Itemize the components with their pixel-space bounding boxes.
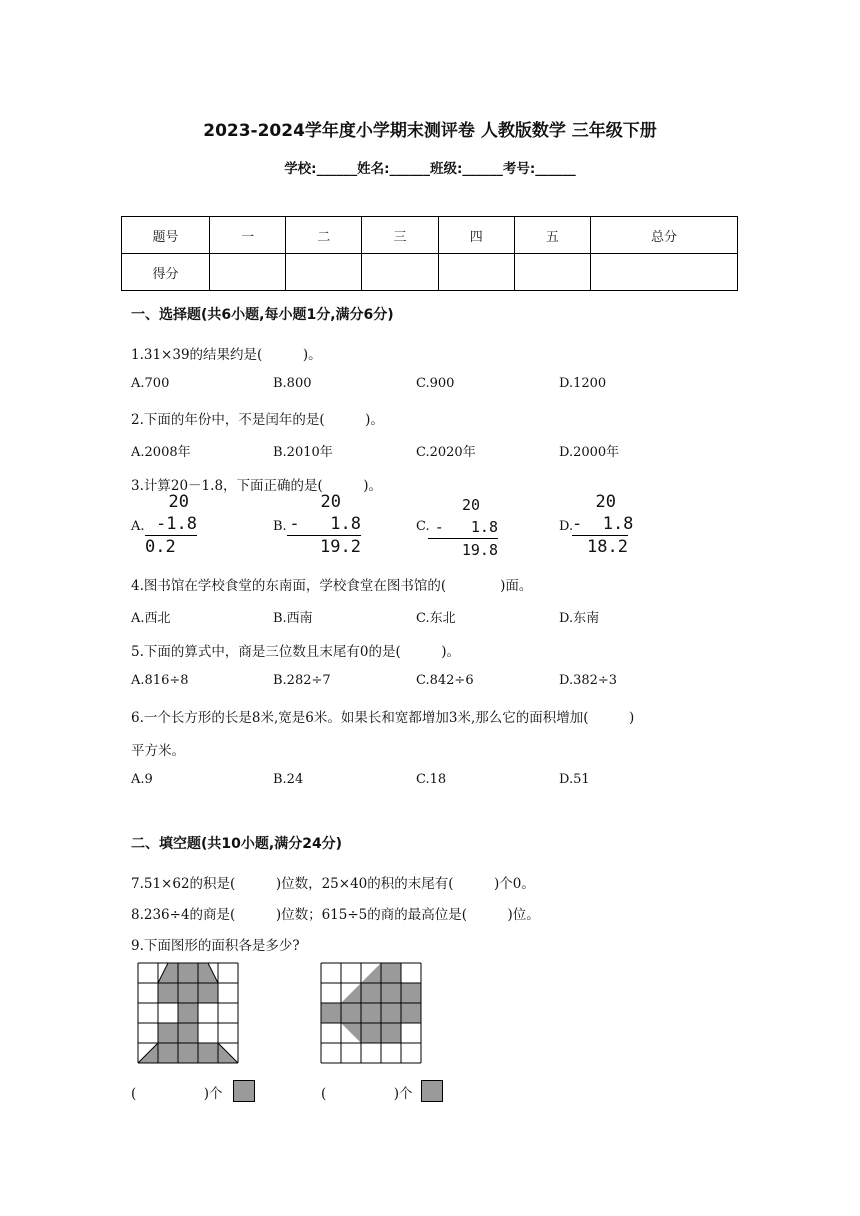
q3-option-d-calc	[572, 491, 634, 558]
q6-option-b: B.24	[273, 772, 304, 787]
q2-option-d: D.2000年	[559, 445, 620, 460]
question-6-continued: 平方米。	[131, 743, 185, 759]
grid-figure-1	[137, 962, 239, 1064]
calc-result: 0.2	[145, 537, 176, 557]
section1-title: 一、选择题(共6小题,每小题1分,满分6分)	[131, 307, 394, 323]
answer-blank-2: ( )个	[321, 1086, 413, 1102]
header-cell: 五	[514, 217, 590, 254]
header-cell: 题号	[122, 217, 210, 254]
q6-option-d: D.51	[559, 772, 590, 787]
calc-top: 20	[320, 492, 341, 512]
q6-option-c: C.18	[416, 772, 447, 787]
calc-result: 19.8	[461, 541, 498, 559]
row-label: 得分	[122, 254, 210, 291]
calc-result: 18.2	[587, 537, 628, 557]
q3-option-d-label: D.	[559, 519, 574, 534]
question-9: 9.下面图形的面积各是多少?	[131, 938, 300, 954]
calc-result: 19.2	[320, 537, 361, 557]
score-cell[interactable]	[591, 254, 738, 291]
header-cell: 四	[438, 217, 514, 254]
q5-option-d: D.382÷3	[559, 673, 618, 688]
score-cell[interactable]	[286, 254, 362, 291]
calc-subtrahend: -1.8	[145, 513, 197, 536]
q1-option-b: B.800	[273, 376, 312, 391]
score-table-header-row	[122, 217, 738, 254]
q2-option-a: A.2008年	[131, 445, 191, 460]
header-cell: 二	[286, 217, 362, 254]
q3-option-c-label: C.	[416, 519, 430, 534]
header-cell: 一	[210, 217, 286, 254]
unit-square-icon	[233, 1080, 255, 1102]
score-cell[interactable]	[514, 254, 590, 291]
score-cell[interactable]	[362, 254, 438, 291]
grid-figure-2	[320, 962, 422, 1064]
q4-option-c: C.东北	[416, 611, 456, 626]
q5-option-a: A.816÷8	[131, 673, 189, 688]
score-cell[interactable]	[210, 254, 286, 291]
header-cell: 总分	[591, 217, 738, 254]
calc-subtrahend: - 1.8	[287, 513, 361, 536]
q1-option-c: C.900	[416, 376, 455, 391]
question-1: 1.31×39的结果约是( )。	[131, 347, 322, 363]
q4-option-a: A.西北	[131, 611, 171, 626]
question-3: 3.计算20－1.8，下面正确的是( )。	[131, 478, 383, 494]
question-2: 2.下面的年份中，不是闰年的是( )。	[131, 412, 384, 428]
calc-subtrahend: - 1.8	[428, 516, 498, 539]
calc-top: 20	[461, 496, 480, 514]
q5-option-c: C.842÷6	[416, 673, 474, 688]
question-8: 8.236÷4的商是( )位数；615÷5的商的最高位是( )位。	[131, 907, 540, 923]
header-cell: 三	[362, 217, 438, 254]
question-6: 6.一个长方形的长是8米,宽是6米。如果长和宽都增加3米,那么它的面积增加( )	[131, 710, 635, 726]
calc-top: 20	[168, 492, 189, 512]
page-title: 2023-2024学年度小学期末测评卷 人教版数学 三年级下册	[203, 121, 657, 141]
q3-option-a-label: A.	[131, 519, 145, 534]
q4-option-b: B.西南	[273, 611, 313, 626]
q3-option-c-calc	[428, 494, 498, 561]
answer-blank-1: ( )个	[131, 1086, 223, 1102]
section2-title: 二、填空题(共10小题,满分24分)	[131, 836, 343, 852]
score-table	[121, 216, 738, 291]
calc-subtrahend: - 1.8	[572, 514, 634, 534]
q5-option-b: B.282÷7	[273, 673, 331, 688]
q1-option-a: A.700	[131, 376, 170, 391]
score-table-score-row	[122, 254, 738, 291]
question-4: 4.图书馆在学校食堂的东南面，学校食堂在图书馆的( )面。	[131, 578, 533, 594]
question-7: 7.51×62的积是( )位数，25×40的积的末尾有( )个0。	[131, 876, 535, 892]
unit-square-icon	[421, 1080, 443, 1102]
q3-option-a-calc	[145, 491, 197, 558]
q2-option-b: B.2010年	[273, 445, 333, 460]
q4-option-d: D.东南	[559, 611, 600, 626]
q3-option-b-label: B.	[273, 519, 287, 534]
q6-option-a: A.9	[131, 772, 153, 787]
student-info-line: 学校:______姓名:______班级:______考号:______	[284, 161, 576, 177]
q2-option-c: C.2020年	[416, 445, 476, 460]
score-cell[interactable]	[438, 254, 514, 291]
calc-top: 20	[595, 492, 616, 512]
question-5: 5.下面的算式中，商是三位数且末尾有0的是( )。	[131, 644, 461, 660]
q1-option-d: D.1200	[559, 376, 607, 391]
q3-option-b-calc	[287, 491, 361, 558]
